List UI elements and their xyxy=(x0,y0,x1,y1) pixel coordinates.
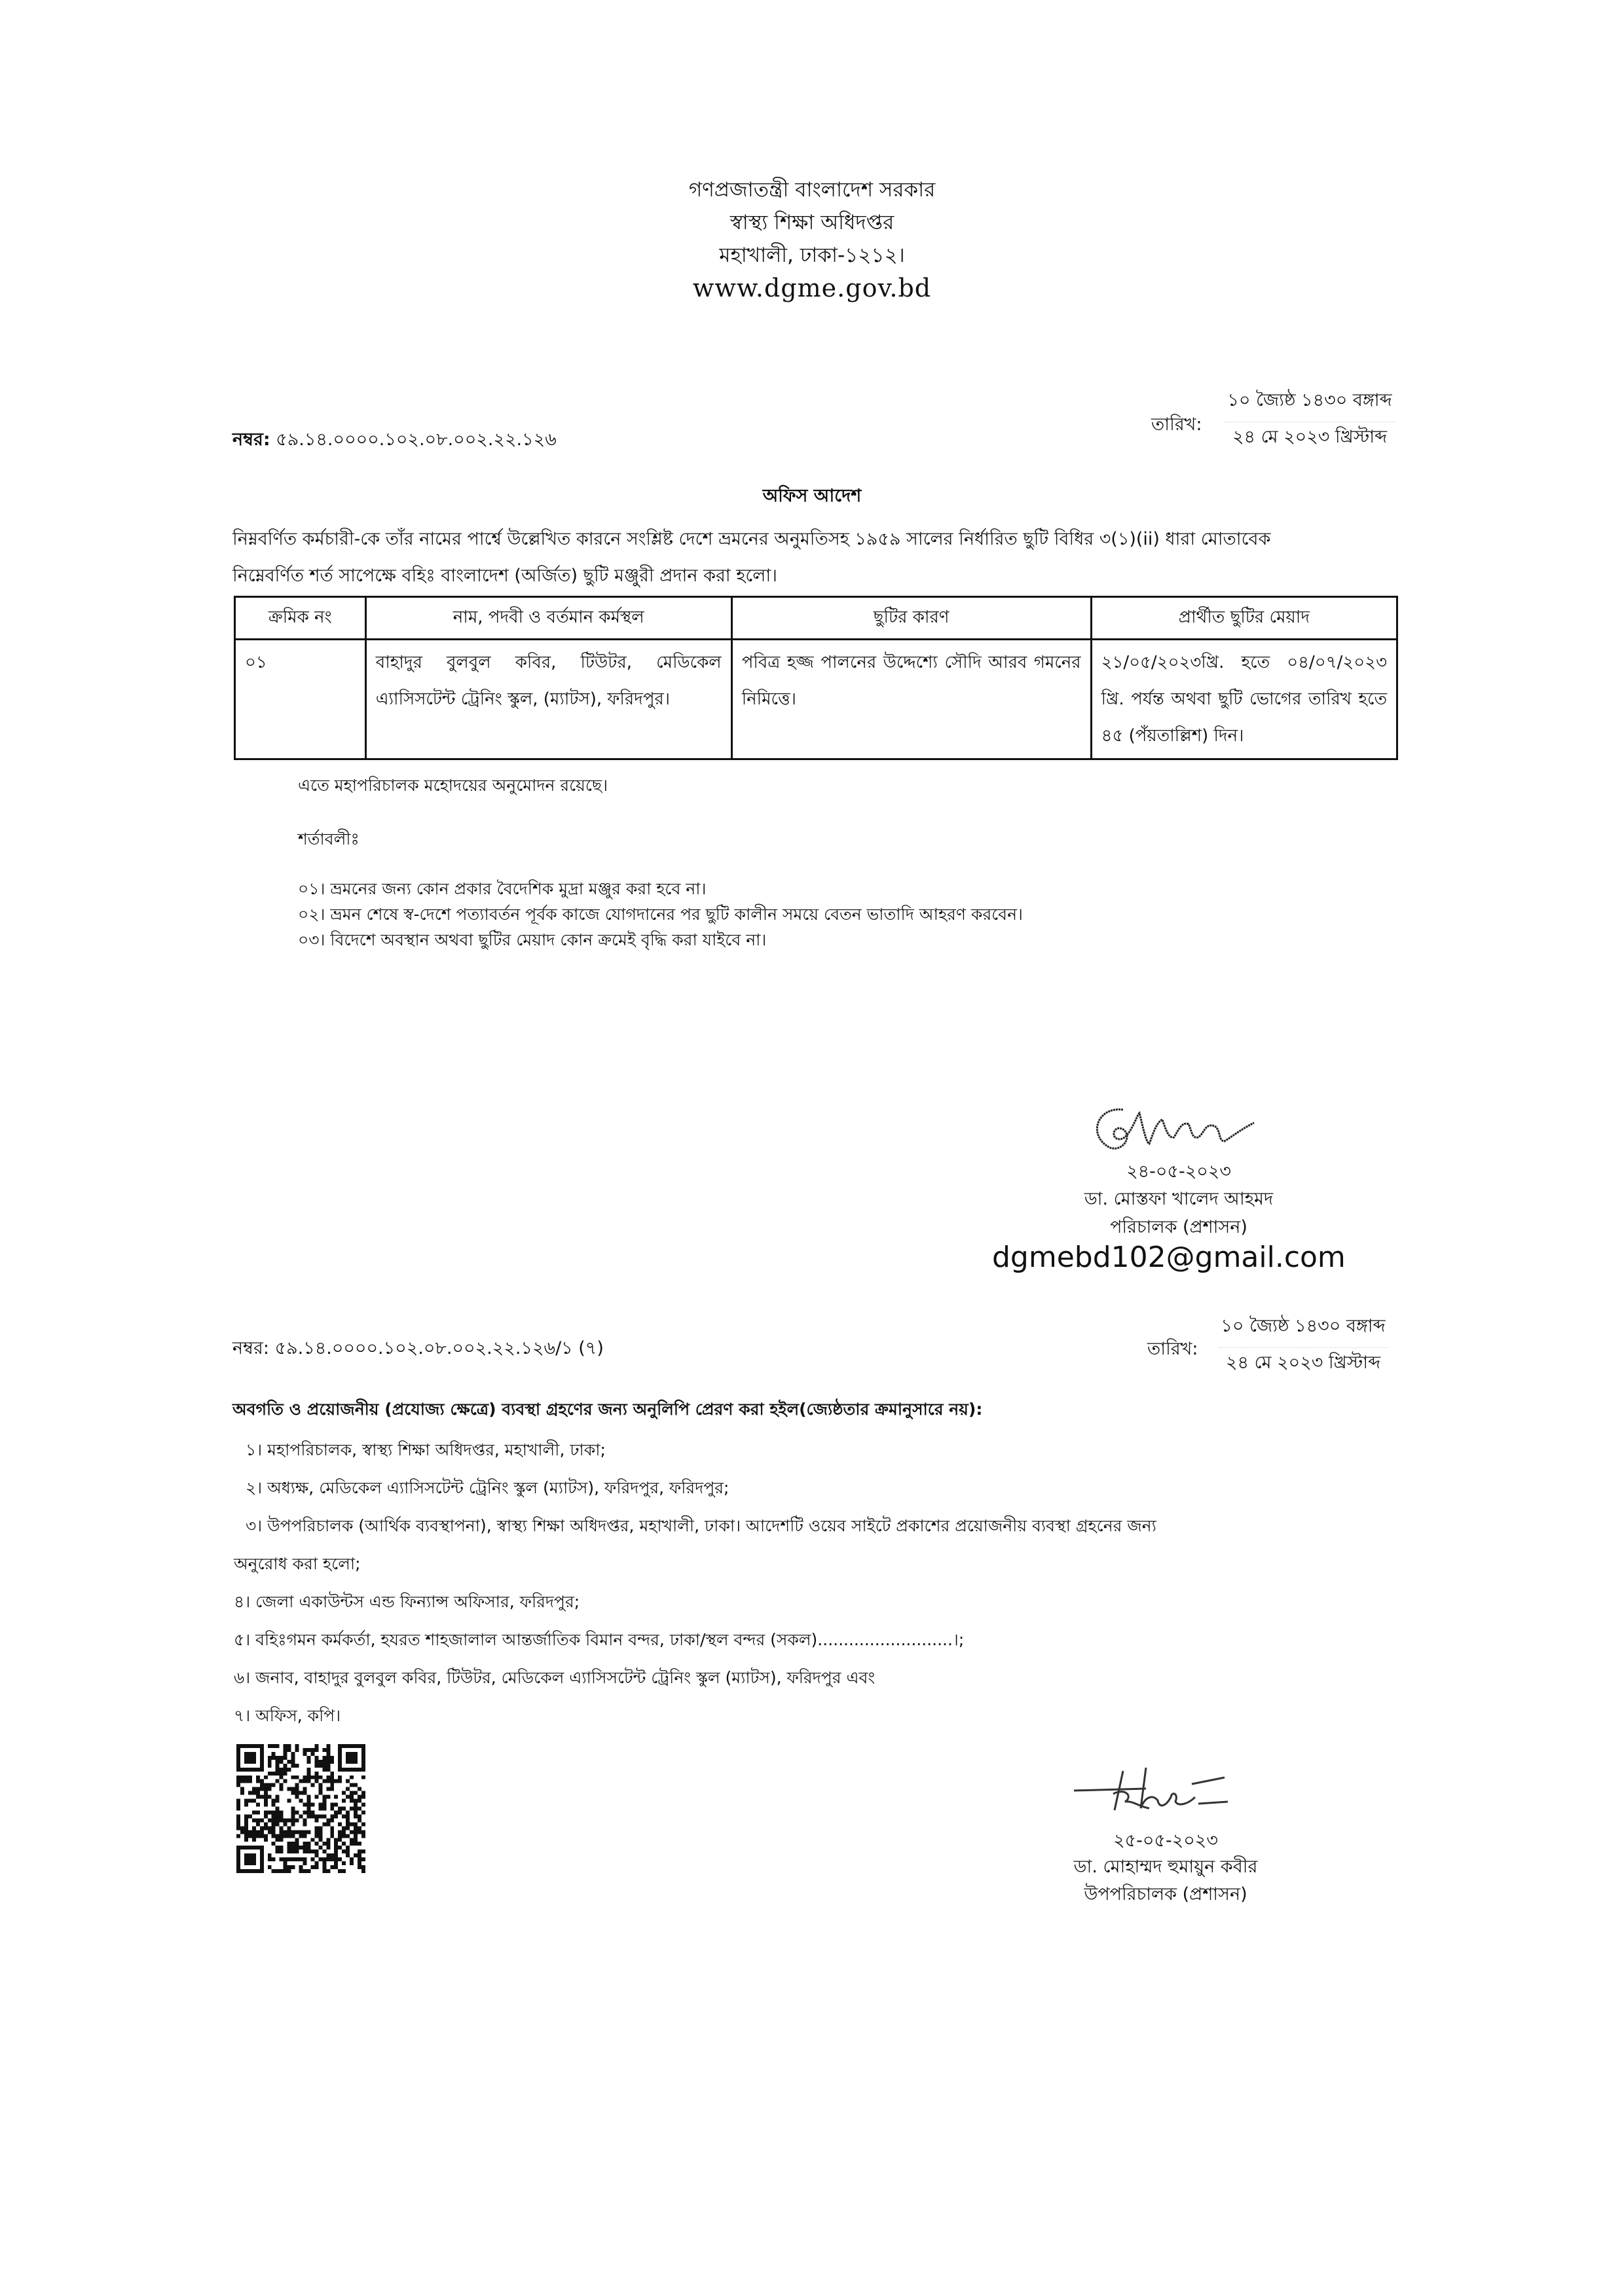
copy-memo-number-line xyxy=(232,1336,604,1362)
copy-item-continued: অনুরোধ করা হলো; xyxy=(234,1554,361,1573)
copy-item: ২। অধ্যক্ষ, মেডিকেল এ্যাসিসটেন্ট ট্রেনিং স্কুল (ম্যাটস), ফরিদপুর, ফরিদপুর; xyxy=(246,1478,729,1497)
condition-item: ০২। ভ্রমন শেষে স্ব-দেশে পত্যাবর্তন পূর্বক কাজে যোগদানের পর ছুটি কালীন সময়ে বেতন ভাতাদি আহরণ করবেন। xyxy=(298,905,1023,924)
signatory-2-name: ডা. মোহাম্মদ হুমায়ুন কবীর xyxy=(1073,1857,1258,1877)
signatory-1-date: ২৪-০৫-২০২৩ xyxy=(1126,1161,1231,1182)
copy-item: ৪। জেলা একাউন্টস এন্ড ফিন্যান্স অফিসার, ফরিদপুর; xyxy=(234,1592,580,1611)
signatory-2-date: ২৫-০৫-২০২৩ xyxy=(1113,1831,1218,1851)
copy-item: ৩। উপপরিচালক (আর্থিক ব্যবস্থাপনা), স্বাস্থ্য শিক্ষা অধিদপ্তর, মহাখালী, ঢাকা। আদেশটি ওয়েব সাইটে প্রকাশের প্রয়োজনীয় ব্যবস্থা গ্রহনের জন্য xyxy=(246,1516,1156,1535)
col-header-reason: ছুটির কারণ xyxy=(731,597,1091,640)
copy-item: ৫। বহিঃগমন কর্মকর্তা, হযরত শাহজালাল আন্তর্জাতিক বিমান বন্দর, ঢাকা/স্থল বন্দর (সকল)..........................।; xyxy=(234,1630,965,1649)
copy-date-label: তারিখ: xyxy=(1147,1339,1198,1359)
leave-table xyxy=(234,596,1398,760)
copy-date-divider xyxy=(1218,1347,1388,1348)
cell-duration: ২১/০৫/২০২৩খ্রি. হতে ০৪/০৭/২০২৩ খ্রি. পর্যন্ত অথবা ছুটি ভোগের তারিখ হতে ৪৫ (পঁয়তাল্লিশ) দিন। xyxy=(1091,640,1397,759)
col-header-serial: ক্রমিক নং xyxy=(235,597,366,640)
copy-date-block xyxy=(1218,1308,1388,1381)
order-title: অফিস আদেশ xyxy=(762,486,862,506)
date-block xyxy=(1225,382,1395,456)
table-header-row xyxy=(235,597,1397,640)
copy-item: ৭। অফিস, কপি। xyxy=(234,1706,341,1725)
copy-item: ১। মহাপরিচালক, স্বাস্থ্য শিক্ষা অধিদপ্তর, মহাখালী, ঢাকা; xyxy=(246,1440,606,1459)
copy-list xyxy=(234,1438,1411,1728)
copy-memo-number: ৫৯.১৪.০০০০.১০২.০৮.০০২.২২.১২৬/১ (৭) xyxy=(274,1338,604,1358)
memo-number-line xyxy=(232,427,557,453)
copy-date-gregorian: ২৪ মে ২০২৩ খ্রিস্টাব্দ xyxy=(1225,1353,1381,1373)
memo-label: নম্বর: xyxy=(232,429,270,450)
memo-number: ৫৯.১৪.০০০০.১০২.০৮.০০২.২২.১২৬ xyxy=(276,429,557,450)
condition-item: ০১। ভ্রমনের জন্য কোন প্রকার বৈদেশিক মুদ্রা মঞ্জুর করা হবে না। xyxy=(298,879,707,898)
signatory-1-name: ডা. মোস্তফা খালেদ আহমদ xyxy=(1084,1189,1274,1209)
col-header-name: নাম, পদবী ও বর্তমান কর্মস্থল xyxy=(365,597,731,640)
approval-note: এতে মহাপরিচালক মহোদয়ের অনুমোদন রয়েছে। xyxy=(298,776,608,795)
order-body-line-2: নিম্নেবর্ণিত শর্ত সাপেক্ষে বহিঃ বাংলাদেশ (অর্জিত) ছুটি মঞ্জুরী প্রদান করা হলো। xyxy=(232,566,777,586)
qr-code-icon xyxy=(236,1744,365,1873)
col-header-duration: প্রার্থীত ছুটির মেয়াদ xyxy=(1091,597,1397,640)
date-bangla: ১০ জ্যৈষ্ঠ ১৪৩০ বঙ্গাব্দ xyxy=(1227,390,1392,410)
signature-icon xyxy=(1067,1761,1264,1820)
copy-item: ৬। জনাব, বাহাদুর বুলবুল কবির, টিউটর, মেডিকেল এ্যাসিসটেন্ট ট্রেনিং স্কুল (ম্যাটস), ফরিদপুর এবং xyxy=(234,1668,876,1687)
cell-reason: পবিত্র হজ্জ পালনের উদ্দেশ্যে সৌদি আরব গমনের নিমিত্তে। xyxy=(731,640,1091,759)
department-name: স্বাস্থ্য শিক্ষা অধিদপ্তর xyxy=(729,211,895,234)
date-label: তারিখ: xyxy=(1151,414,1202,435)
cell-name: বাহাদুর বুলবুল কবির, টিউটর, মেডিকেল এ্যাসিসটেন্ট ট্রেনিং স্কুল, (ম্যাটস), ফরিদপুর। xyxy=(365,640,731,759)
signatory-1-designation: পরিচালক (প্রশাসন) xyxy=(1110,1217,1247,1237)
date-gregorian: ২৪ মে ২০২৩ খ্রিস্টাব্দ xyxy=(1232,427,1388,447)
table-row xyxy=(235,640,1397,759)
conditions-list xyxy=(298,876,1023,953)
signature-icon xyxy=(1084,1090,1274,1156)
copy-memo-label: নম্বর: xyxy=(232,1338,269,1358)
signatory-2-designation: উপপরিচালক (প্রশাসন) xyxy=(1084,1884,1247,1904)
contact-email-link[interactable]: dgmebd102@gmail.com xyxy=(992,1241,1346,1274)
govt-name: গণপ্রজাতন্ত্রী বাংলাদেশ সরকার xyxy=(688,178,936,202)
copy-date-bangla: ১০ জ্যৈষ্ঠ ১৪৩০ বঙ্গাব্দ xyxy=(1221,1316,1386,1336)
order-body-line-1: নিম্নবর্ণিত কর্মচারী-কে তাঁর নামের পার্শ্বে উল্লেখিত কারনে সংশ্লিষ্ট দেশে ভ্রমনের অনুমতিসহ ১৯৫৯ সালের নির্ধারিত ছুটি বিধির ৩(১)(ii) ধারা মোতাবেক xyxy=(232,529,1271,549)
cell-serial: ০১ xyxy=(235,640,366,759)
copy-heading: অবগতি ও প্রয়োজনীয় (প্রযোজ্য ক্ষেত্রে) ব্যবস্থা গ্রহণের জন্য অনুলিপি প্রেরণ করা হইল(জ্যেষ্ঠতার ক্রমানুসারে নয়): xyxy=(232,1400,983,1419)
condition-item: ০৩। বিদেশে অবস্থান অথবা ছুটির মেয়াদ কোন ক্রমেই বৃদ্ধি করা যাইবে না। xyxy=(298,930,767,949)
website-link[interactable]: www.dgme.gov.bd xyxy=(692,274,932,302)
address: মহাখালী, ঢাকা-১২১২। xyxy=(719,244,905,267)
conditions-title: শর্তাবলীঃ xyxy=(298,829,360,848)
